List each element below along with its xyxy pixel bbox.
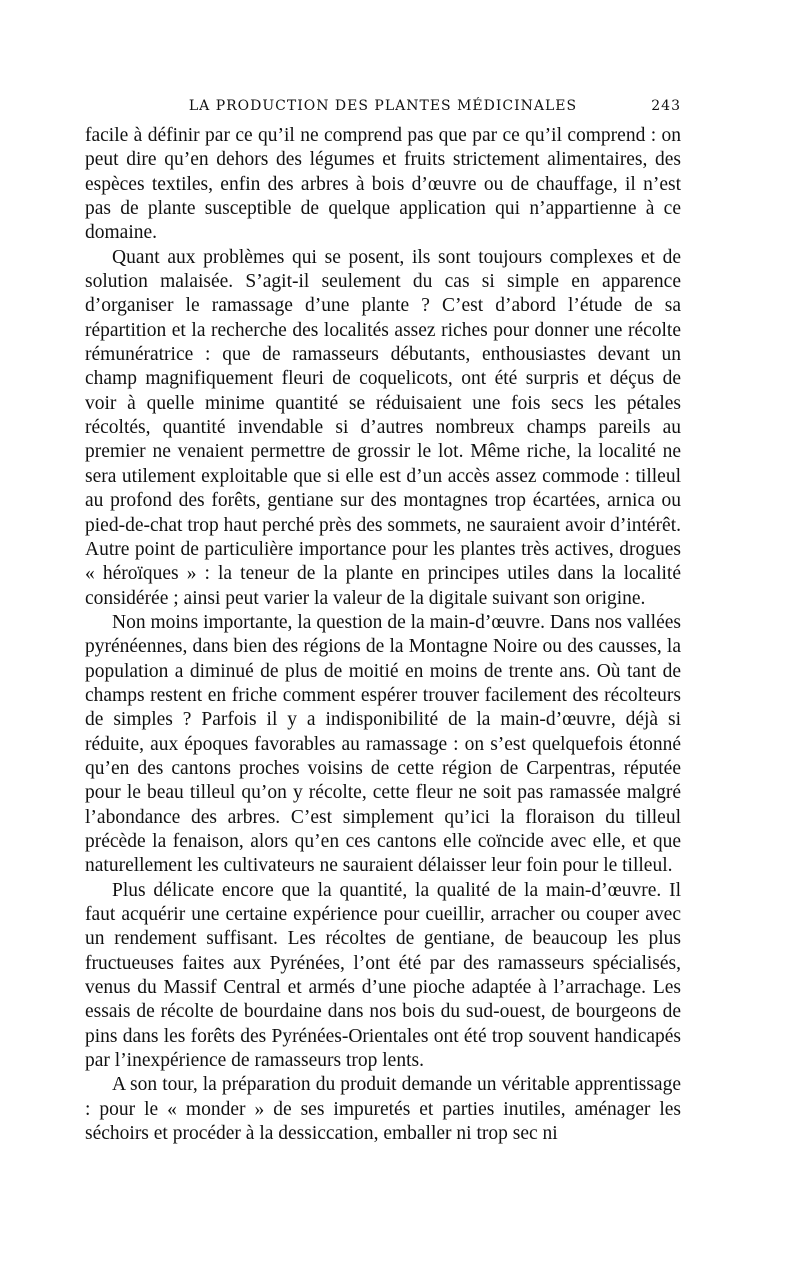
running-title: LA PRODUCTION DES PLANTES MÉDICINALES xyxy=(188,98,578,114)
paragraph-continuation: facile à définir par ce qu’il ne comprend pas que par ce qu’il comprend : on peut dire qu’en dehors des légumes et fruits strictement alimentaires, des espèces textiles, enfin des arbres à bois d’œuvre ou de chauffage, il n’est pas de plante susceptible de quelque application qui n’appartienne à ce domaine. xyxy=(85,125,681,244)
paragraph: A son tour, la préparation du produit demande un véritable apprentissage : pour le « monder » de ses impuretés et parties inutiles, aménager les séchoirs et procéder à la dessiccation, emballer ni trop sec ni xyxy=(85,1074,681,1145)
paragraph: Quant aux problèmes qui se posent, ils sont toujours complexes et de solution malaisée. S’agit-il seulement du cas si simple en apparence d’organiser le ramassage d’une plante ? C’est d’abord l’étude de sa répartition et la recherche des localités assez riches pour donner une récolte rémunératrice : que de ramasseurs débutants, enthousiastes devant un champ magnifiquement fleuri de coquelicots, ont été surpris et déçus de voir à quelle minime quantité se réduisaient une fois secs les pétales récoltés, quantité invendable si d’autres nombreux champs pareils au premier ne venaient permettre de grossir le lot. Même riche, la localité ne sera utilement exploitable que si elle est d’un accès assez commode : tilleul au profond des forêts, gentiane sur des montagnes trop écartées, arnica ou pied-de-chat trop haut perché près des sommets, ne sauraient avoir d’intérêt. Autre point de particulière importance pour les plantes très actives, drogues « héroïques » : la teneur de la plante en principes utiles dans la localité considérée ; ainsi peut varier la valeur de la digitale suivant son origine. xyxy=(85,246,681,609)
paragraph: Plus délicate encore que la quantité, la qualité de la main-d’œuvre. Il faut acquérir une certaine expérience pour cueillir, arracher ou couper avec un rendement suffisant. Les récoltes de gentiane, de beaucoup les plus fructueuses faites aux Pyrénées, l’ont été par des ramasseurs spécialisés, venus du Massif Central et armés d’une pioche adaptée à l’arrachage. Les essais de récolte de bourdaine dans nos bois du sud-ouest, de bourgeons de pins dans les forêts des Pyrénées-Orientales ont été trop souvent handicapés par l’inexpérience de ramasseurs trop lents. xyxy=(85,879,681,1072)
page-number: 243 xyxy=(651,98,681,114)
running-header xyxy=(85,98,681,120)
body-text xyxy=(85,124,681,1146)
paragraph: Non moins importante, la question de la main-d’œuvre. Dans nos vallées pyrénéennes, dans bien des régions de la Montagne Noire ou des causses, la population a diminué de plus de moitié en moins de trente ans. Où tant de champs restent en friche comment espérer trouver facilement des récolteurs de simples ? Parfois il y a indisponibilité de la main-d’œuvre, déjà si réduite, aux époques favorables au ramassage : on s’est quelquefois étonné qu’en des cantons proches voisins de cette région de Carpentras, réputée pour le beau tilleul qu’on y récolte, cette fleur ne soit pas ramassée malgré l’abondance des arbres. C’est simplement qu’ici la floraison du tilleul précède la fenaison, alors qu’en ces cantons elle coïncide avec elle, et que naturellement les cultivateurs ne sauraient délaisser leur foin pour le tilleul. xyxy=(85,611,681,877)
